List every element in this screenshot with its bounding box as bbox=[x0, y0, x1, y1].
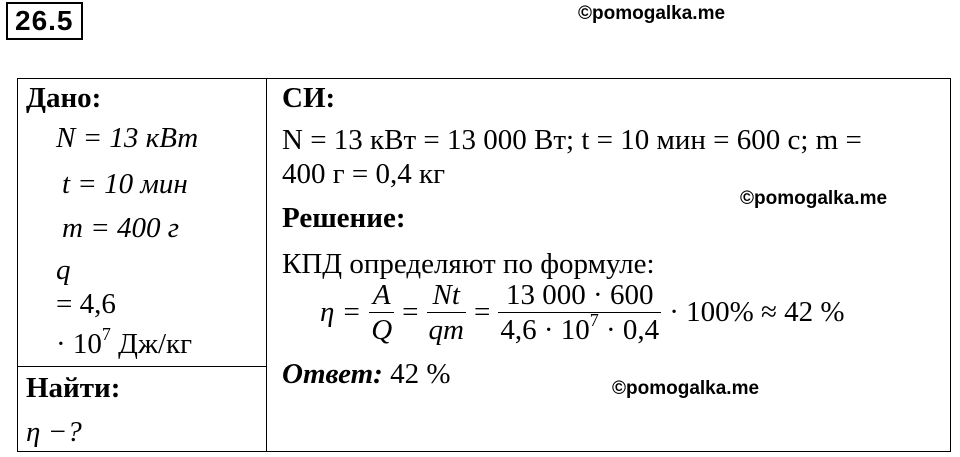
watermark: ©pomogalka.me bbox=[740, 188, 888, 209]
answer-label: Ответ: 42 % bbox=[282, 358, 451, 390]
formula-lhs: η = bbox=[320, 296, 362, 328]
given-mass: m = 400 г bbox=[62, 212, 180, 244]
fraction-nt-over-qm bbox=[427, 278, 466, 347]
efficiency-formula bbox=[312, 278, 845, 347]
si-header: СИ: bbox=[282, 82, 336, 114]
given-header: Дано: bbox=[26, 82, 102, 114]
equals-sign: = bbox=[473, 296, 491, 328]
find-header: Найти: bbox=[26, 372, 121, 404]
answer-value: 42 % bbox=[382, 358, 451, 390]
solution-header: Решение: bbox=[282, 202, 406, 234]
fraction-denominator: Q bbox=[371, 314, 393, 346]
solution-intro: КПД определяют по формуле: bbox=[282, 248, 655, 280]
fraction-numerator: 13 000 · 600 bbox=[498, 278, 661, 313]
si-line-1: N = 13 кВт = 13 000 Вт; t = 10 мин = 600 с; m = bbox=[282, 124, 862, 156]
watermark: ©pomogalka.me bbox=[578, 3, 726, 24]
given-q-exponent: 7 bbox=[101, 324, 111, 345]
given-q-unit bbox=[56, 324, 193, 361]
formula-tail: · 100% ≈ 42 % bbox=[669, 296, 845, 328]
fraction-numerator: Nt bbox=[427, 278, 466, 313]
find-value: η −? bbox=[26, 416, 82, 448]
fraction-denominator: $4,6 \cdot 10^7 \cdot 0,4$ bbox=[500, 310, 660, 346]
si-line-2: 400 г = 0,4 кг bbox=[282, 158, 445, 190]
task-number: 26.5 bbox=[6, 2, 83, 40]
equals-sign: = bbox=[402, 296, 419, 328]
given-q-symbol: q bbox=[56, 254, 71, 286]
fraction-a-over-q bbox=[369, 278, 394, 347]
solution-table bbox=[17, 78, 951, 452]
given-time: t = 10 мин bbox=[62, 168, 188, 200]
fraction-numeric bbox=[498, 278, 661, 347]
given-q-value: = 4,6 bbox=[56, 288, 116, 320]
given-power: N = 13 кВт bbox=[56, 122, 199, 154]
row-divider bbox=[18, 366, 266, 367]
given-q-units: Дж/кг bbox=[110, 328, 193, 360]
watermark: ©pomogalka.me bbox=[612, 378, 760, 399]
column-divider bbox=[266, 79, 267, 451]
given-q-prefix: · 10 bbox=[56, 328, 102, 360]
fraction-numerator: A bbox=[369, 278, 394, 313]
fraction-denominator: qm bbox=[428, 314, 464, 346]
